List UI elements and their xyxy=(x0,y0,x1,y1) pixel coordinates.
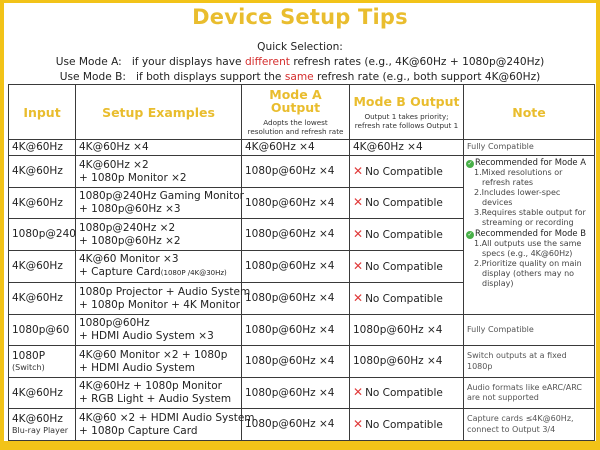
setup-line: + 1080p@60Hz ×3 xyxy=(79,203,181,216)
merged-note-cell xyxy=(464,156,595,315)
mode-b-status: No Compatible xyxy=(365,387,443,400)
setup-line: 1080p Projector + Audio System xyxy=(79,285,251,298)
table-row xyxy=(9,314,595,346)
mode-b-highlight: same xyxy=(284,71,314,83)
setup-line: 4K@60 Monitor ×2 + 1080p xyxy=(79,348,228,361)
mode-b-status: No Compatible xyxy=(365,197,443,210)
mode-b-status: No Compatible xyxy=(365,228,443,241)
mode-b-recommendation-heading xyxy=(466,228,592,239)
input-cell: 4K@60Hz xyxy=(9,377,76,409)
check-circle-icon: ✓ xyxy=(467,231,473,239)
header-mode-b-sub: Output 1 takes priority; refresh rate follows Output 1 xyxy=(354,111,459,130)
list-item: 3.Requires stable output for streaming or recording xyxy=(474,208,586,228)
input-sublabel: (Switch) xyxy=(12,363,45,373)
setup-line: + 1080p Monitor ×2 xyxy=(79,171,187,184)
mode-a-highlight: different xyxy=(244,56,290,68)
mode-b-status: No Compatible xyxy=(365,260,443,273)
header-mode-a xyxy=(242,85,350,140)
note-cell: Capture cards ≤4K@60Hz, connect to Output 3/4 xyxy=(464,409,595,441)
header-mode-a-sub: Adopts the lowest resolution and refresh rate xyxy=(247,118,344,136)
mode-b-cell xyxy=(350,219,464,251)
list-item: 1.All outputs use the same specs (e.g., 4K@60Hz) xyxy=(474,239,582,259)
header-setup: Setup Examples xyxy=(76,85,242,140)
setup-line: + RGB Light + Audio System xyxy=(79,393,232,406)
check-circle-icon: ✓ xyxy=(467,160,473,168)
setup-line: 1080p@60Hz xyxy=(79,317,150,330)
mode-a-cell: 1080p@60Hz ×4 xyxy=(242,346,350,378)
input-cell: 4K@60Hz xyxy=(9,283,76,315)
mode-a-cell: 1080p@60Hz ×4 xyxy=(242,409,350,441)
mode-a-recommendation-heading xyxy=(466,157,592,168)
setup-cell xyxy=(76,314,242,346)
setup-line-main: + Capture Card xyxy=(79,266,161,279)
mode-b-cell xyxy=(350,409,464,441)
cross-icon: ✕ xyxy=(353,195,364,210)
input-cell: 1080p@60 xyxy=(9,314,76,346)
note-cell: Fully Compatible xyxy=(464,140,595,156)
mode-b-cell xyxy=(350,283,464,315)
mode-b-cell: 4K@60Hz ×4 xyxy=(350,140,464,156)
setup-line: + HDMI Audio System ×3 xyxy=(79,330,214,343)
setup-cell xyxy=(76,140,242,156)
mode-b-guidance xyxy=(0,70,600,85)
mode-b-status: No Compatible xyxy=(365,418,443,431)
mode-a-cell: 1080p@60Hz ×4 xyxy=(242,314,350,346)
setup-line: 4K@60 ×2 + HDMI Audio System xyxy=(79,411,255,424)
table-row xyxy=(9,346,595,378)
table-row xyxy=(9,156,595,188)
mode-a-cell: 1080p@60Hz ×4 xyxy=(242,283,350,315)
mode-a-recommendation-list xyxy=(466,168,592,228)
quick-selection-heading: Quick Selection: xyxy=(257,41,343,53)
mode-a-guidance xyxy=(0,55,600,70)
setup-line: 4K@60Hz + 1080p Monitor xyxy=(79,380,222,393)
cross-icon: ✕ xyxy=(353,416,364,431)
setup-line: 1080p@240Hz ×2 xyxy=(79,221,176,234)
header-input: Input xyxy=(9,85,76,140)
setup-line: 4K@60Hz ×4 xyxy=(79,141,149,154)
setup-line: + 1080p@60Hz ×2 xyxy=(79,234,181,247)
setup-cell xyxy=(76,250,242,283)
mode-b-cell xyxy=(350,250,464,283)
quick-selection xyxy=(0,40,600,85)
page-title: Device Setup Tips xyxy=(192,5,408,29)
mode-a-cell: 1080p@60Hz ×4 xyxy=(242,377,350,409)
cross-icon: ✕ xyxy=(353,163,364,178)
header-mode-b xyxy=(350,85,464,140)
mode-a-cell: 1080p@60Hz ×4 xyxy=(242,187,350,219)
mode-b-cell: 1080p@60Hz ×4 xyxy=(350,314,464,346)
setup-line: 1080p@240Hz Gaming Monitor xyxy=(79,190,244,203)
list-item: 2.Prioritize quality on main display (others may no display) xyxy=(474,259,582,289)
setup-line: + 1080p Capture Card xyxy=(79,424,198,437)
mode-a-cell: 1080p@60Hz ×4 xyxy=(242,250,350,283)
setup-cell xyxy=(76,219,242,251)
mode-b-recommendation-label: Recommended for Mode B xyxy=(475,228,586,239)
setup-cell xyxy=(76,346,242,378)
note-cell: Audio formats like eARC/ARC are not supported xyxy=(464,377,595,409)
setup-cell xyxy=(76,187,242,219)
cross-icon: ✕ xyxy=(353,290,364,305)
input-cell: 1080p@240 xyxy=(9,219,76,251)
input-sublabel: Blu-ray Player xyxy=(12,426,69,436)
input-label: 4K@60Hz xyxy=(12,413,63,426)
header-mode-a-title: Mode A Output xyxy=(269,87,322,115)
setup-line: 4K@60Hz ×2 xyxy=(79,158,149,171)
mode-a-suffix: refresh rates (e.g., 4K@60Hz + 1080p@240Hz) xyxy=(289,56,545,68)
mode-b-cell xyxy=(350,156,464,188)
mode-b-status: No Compatible xyxy=(365,292,443,305)
setup-line xyxy=(79,266,238,280)
setup-line-detail: (1080P /4K@30Hz) xyxy=(160,269,227,278)
mode-b-suffix: refresh rate (e.g., both support 4K@60Hz) xyxy=(313,71,541,83)
mode-a-cell: 1080p@60Hz ×4 xyxy=(242,219,350,251)
input-cell: 4K@60Hz xyxy=(9,187,76,219)
table-row xyxy=(9,140,595,156)
mode-a-cell: 1080p@60Hz ×4 xyxy=(242,156,350,188)
input-label: 1080P xyxy=(12,350,46,363)
list-item: 2.Includes lower-spec devices xyxy=(474,188,561,208)
mode-b-cell: 1080p@60Hz ×4 xyxy=(350,346,464,378)
setup-cell xyxy=(76,409,255,441)
header-note: Note xyxy=(464,85,595,140)
mode-b-cell xyxy=(350,187,464,219)
setup-line: 4K@60 Monitor ×3 xyxy=(79,253,179,266)
table-row xyxy=(9,377,595,409)
input-cell: 4K@60Hz xyxy=(9,156,76,188)
setup-line: + 1080p Monitor + 4K Monitor xyxy=(79,298,241,311)
input-cell xyxy=(9,346,76,378)
mode-a-prefix: Use Mode A: if your displays have xyxy=(55,56,245,68)
mode-b-prefix: Use Mode B: if both displays support the xyxy=(59,71,285,83)
input-cell xyxy=(9,409,76,441)
mode-a-recommendation-label: Recommended for Mode A xyxy=(475,157,586,168)
setup-line: + HDMI Audio System xyxy=(79,361,195,374)
header-mode-b-title: Mode B Output xyxy=(353,93,460,109)
header-row xyxy=(9,85,595,140)
cross-icon: ✕ xyxy=(353,258,364,273)
mode-b-recommendation-list xyxy=(466,239,592,289)
setup-cell xyxy=(76,283,251,315)
mode-a-cell: 4K@60Hz ×4 xyxy=(242,140,350,156)
cross-icon: ✕ xyxy=(353,385,364,400)
mode-b-cell xyxy=(350,377,464,409)
setup-cell xyxy=(76,377,242,409)
input-cell: 4K@60Hz xyxy=(9,250,76,283)
input-cell: 4K@60Hz xyxy=(9,140,76,156)
setup-cell xyxy=(76,156,242,188)
note-cell: Fully Compatible xyxy=(464,314,595,346)
mode-b-status: No Compatible xyxy=(365,165,443,178)
note-cell: Switch outputs at a fixed 1080p xyxy=(464,346,595,378)
cross-icon: ✕ xyxy=(353,226,364,241)
list-item: 1.Mixed resolutions or refresh rates xyxy=(474,168,563,188)
setup-table xyxy=(8,84,595,441)
table-row xyxy=(9,409,595,441)
